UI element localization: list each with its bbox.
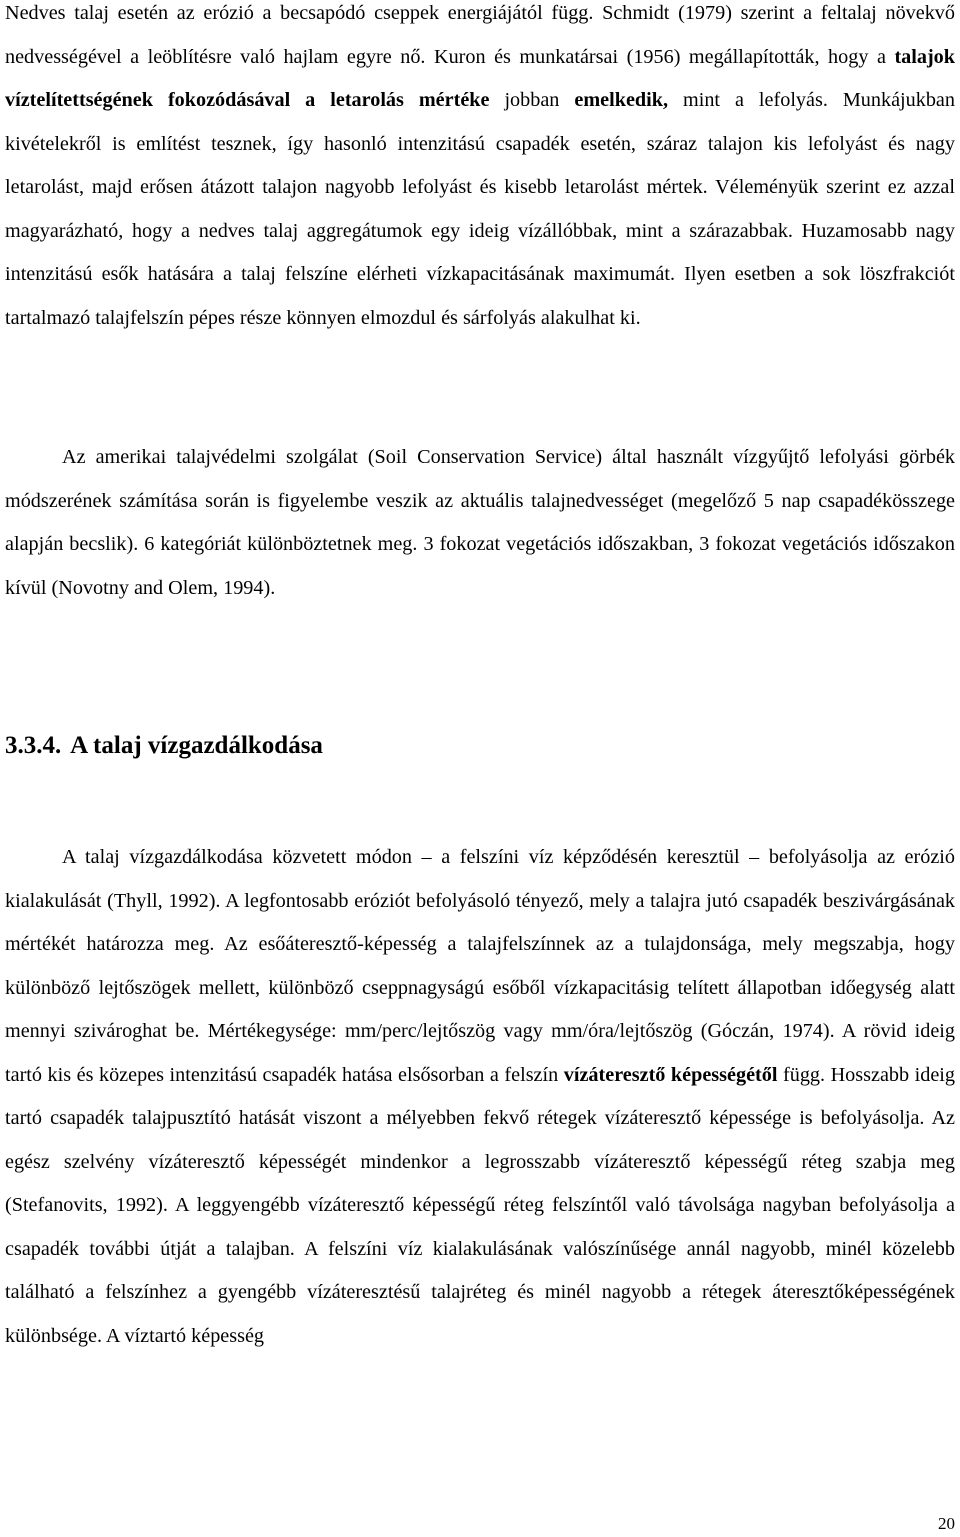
paragraph-scs-curve-number (5, 436, 955, 610)
paragraph-soil-water-management (5, 836, 955, 1358)
section-title: A talaj vízgazdálkodása (70, 732, 323, 759)
p2-text: Az amerikai talajvédelmi szolgálat (Soil Conservation Service) által használt vízgyűjtő lefolyási görbék módszerének számítása során is figyelembe veszik az aktuális talajnedvességet (megelőző 5 nap csapadékösszege alapján becslik). 6 kategóriát különböztetnek meg. 3 fokozat vegetációs időszakban, 3 fokozat vegetációs időszakon kívül (Novotny and Olem, 1994). (5, 446, 955, 599)
p1-bold-1: talajok víztelítettségének fokozódásával a letarolás mértéke (5, 45, 955, 111)
section-number: 3.3.4. (5, 732, 62, 759)
paragraph-soil-moisture-erosion (5, 0, 955, 340)
p1-bold-2: emelkedik, (574, 89, 669, 111)
p3-text-2: függ. Hosszabb ideig tartó csapadék talajpusztító hatását viszont a mélyebben fekvő rétegek vízáteresztő képessége is befolyásolja. Az egész szelvény vízáteresztő képességét mindenkor a legrosszabb vízáteresztő képességű réteg szabja meg (Stefanovits, 1992). A leggyengébb vízáteresztő képességű réteg felszíntől való távolsága nagyban befolyásolja a csapadék további útját a talajban. A felszíni víz kialakulásának valószínűsége annál nagyobb, minél közelebb található a felszínhez a gyengébb vízáteresztésű talajréteg és minél nagyobb a rétegek áteresztőképességének különbsége. A víztartó képesség (5, 1063, 955, 1347)
p1-text-3: mint a lefolyás. Munkájukban kivételekről is említést tesznek, így hasonló intenzitású csapadék esetén, száraz talajon kis lefolyást és nagy letarolást, majd erősen átázott talajon nagyobb lefolyást és kisebb letarolást mértek. Véleményük szerint ez azzal magyarázható, hogy a nedves talaj aggregátumok egy ideig vízállóbbak, mint a szárazabbak. Huzamosabb nagy intenzitású esők hatására a talaj felszíne elérheti vízkapacitásának maximumát. Ilyen esetben a sok löszfrakciót tartalmazó talajfelszín pépes része könnyen elmozdul és sárfolyás alakulhat ki. (5, 89, 955, 329)
p3-bold-1: vízáteresztő képességétől (563, 1063, 778, 1086)
p1-text-1: Nedves talaj esetén az erózió a becsapódó cseppek energiájától függ. Schmidt (1979) szerint a feltalaj növekvő nedvességével a leöblítésre való hajlam egyre nő. Kuron és munkatársai (1956) megállapították, hogy a (5, 2, 955, 68)
p3-text-1: A talaj vízgazdálkodása közvetett módon – a felszíni víz képződésén keresztül – befolyásolja az erózió kialakulását (Thyll, 1992). A legfontosabb eróziót befolyásoló tényező, mely a talajra jutó csapadék beszivárgásának mértékét határozza meg. Az esőáteresztő-képesség a talajfelszínnek az a tulajdonsága, mely megszabja, hogy különböző lejtőszögek mellett, különböző cseppnagyságú esőből vízkapacitásig telített állapotban időegység alatt mennyi szivároghat be. Mértékegysége: mm/perc/lejtőszög vagy mm/óra/lejtőszög (Góczán, 1974). A rövid ideig tartó kis és közepes intenzitású csapadék hatása elsősorban a felszín (5, 846, 955, 1086)
p1-text-2: jobban (489, 89, 575, 111)
section-heading (5, 726, 323, 766)
page-number: 20 (938, 1514, 955, 1533)
